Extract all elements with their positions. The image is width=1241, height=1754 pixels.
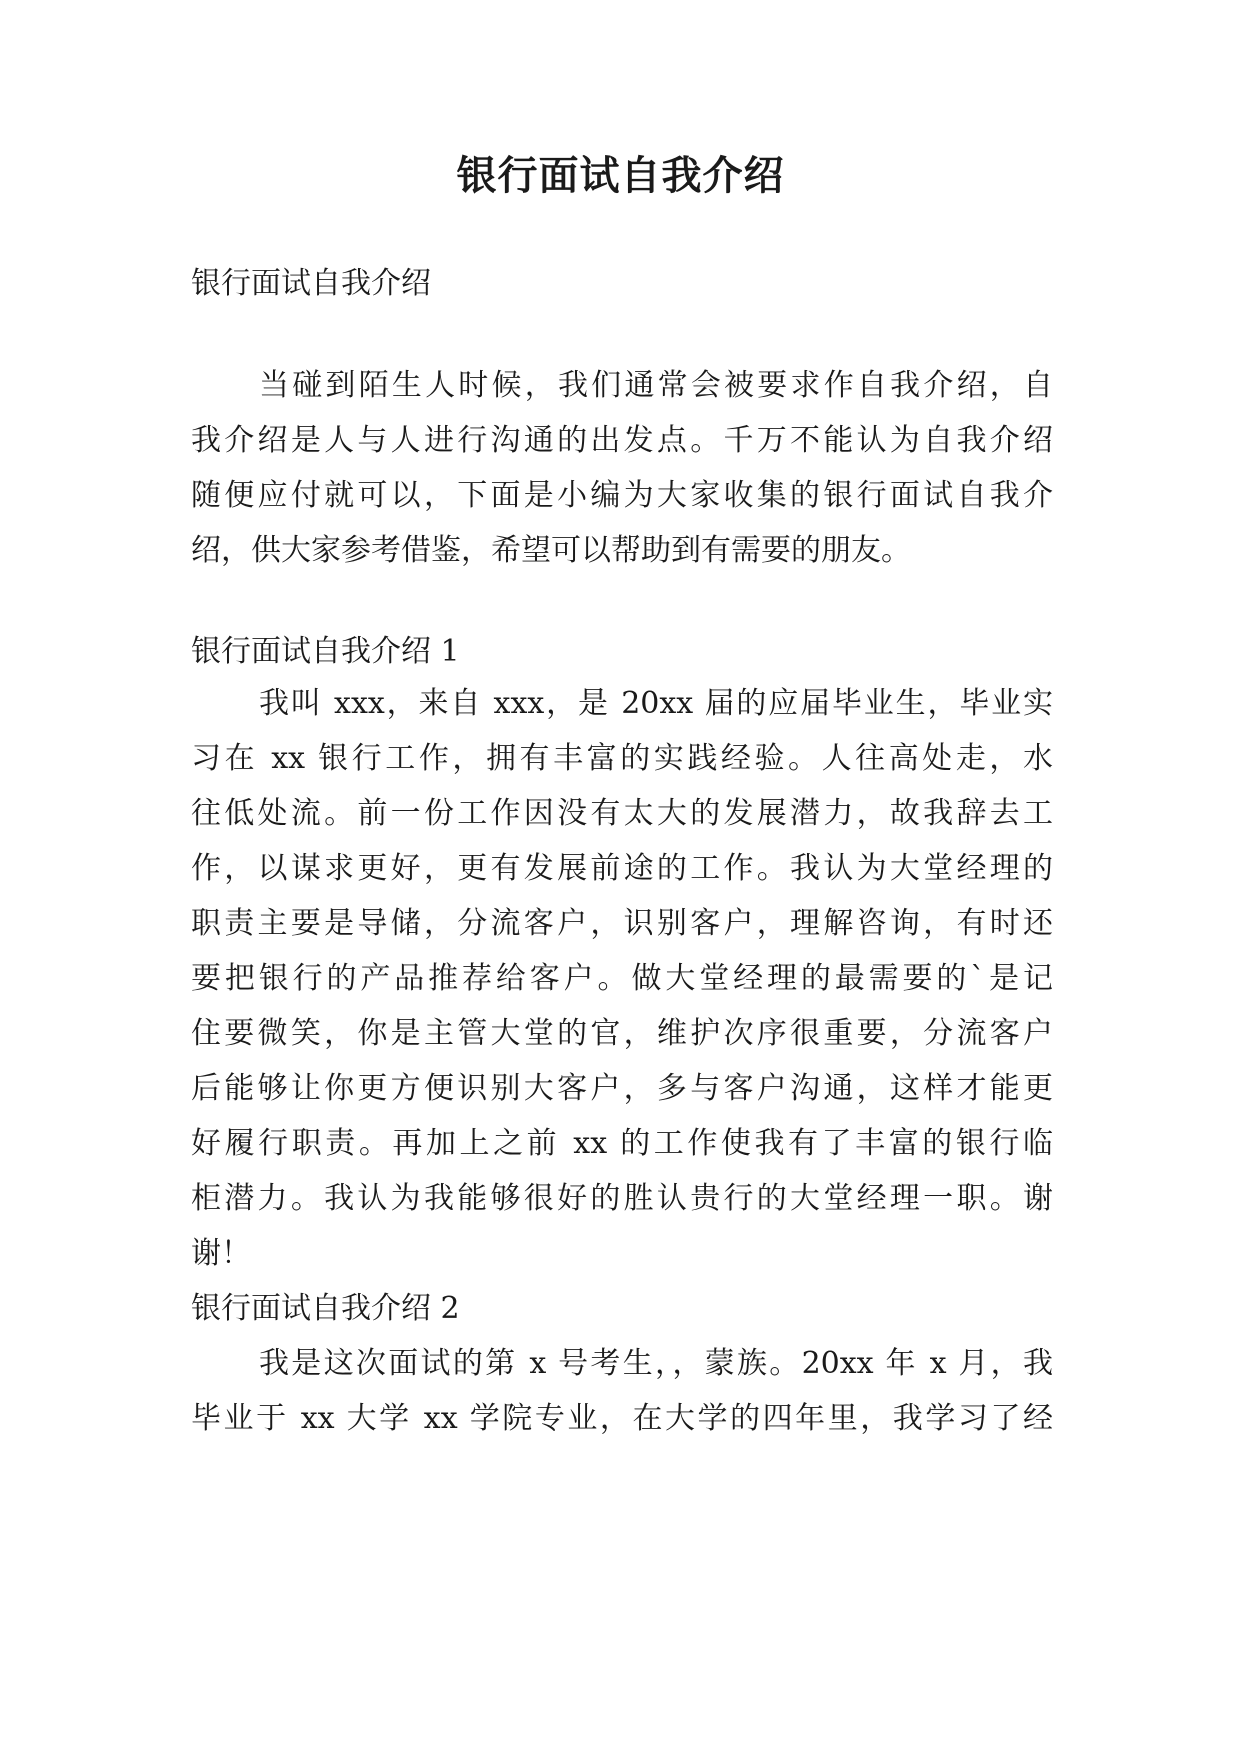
intro-line: 绍，供大家参考借鉴，希望可以帮助到有需要的朋友。 [191,533,911,568]
intro-line: 随便应付就可以，下面是小编为大家收集的银行面试自我介 [191,478,1053,513]
section-heading: 银行面试自我介绍 2 [191,1291,460,1326]
intro-line: 我介绍是人与人进行沟通的出发点。千万不能认为自我介绍 [191,423,1053,458]
paragraph-line: 毕业于 xx 大学 xx 学院专业，在大学的四年里，我学习了经 [191,1401,1053,1436]
paragraph-line: 我是这次面试的第 x 号考生，，蒙族。20xx 年 x 月，我 [259,1346,1053,1381]
paragraph-line: 要把银行的产品推荐给客户。做大堂经理的最需要的`是记 [191,961,1053,996]
paragraph-line: 习在 xx 银行工作，拥有丰富的实践经验。人往高处走，水 [191,741,1053,776]
paragraph-line: 我叫 xxx，来自 xxx，是 20xx 届的应届毕业生，毕业实 [259,686,1053,721]
paragraph-line: 柜潜力。我认为我能够很好的胜认贵行的大堂经理一职。谢 [191,1181,1053,1216]
paragraph-line: 职责主要是导储，分流客户，识别客户，理解咨询，有时还 [191,906,1053,941]
paragraph-line: 住要微笑，你是主管大堂的官，维护次序很重要，分流客户 [191,1016,1053,1051]
subtitle: 银行面试自我介绍 [191,266,431,301]
section-heading: 银行面试自我介绍 1 [191,634,460,669]
paragraph-line: 谢！ [191,1236,251,1271]
paragraph-line: 好履行职责。再加上之前 xx 的工作使我有了丰富的银行临 [191,1126,1053,1161]
document-title: 银行面试自我介绍 [456,152,785,199]
paragraph-line: 后能够让你更方便识别大客户，多与客户沟通，这样才能更 [191,1071,1053,1106]
paragraph-line: 作，以谋求更好，更有发展前途的工作。我认为大堂经理的 [191,851,1053,886]
intro-line: 当碰到陌生人时候，我们通常会被要求作自我介绍，自 [259,368,1053,403]
paragraph-line: 往低处流。前一份工作因没有太大的发展潜力，故我辞去工 [191,796,1053,831]
